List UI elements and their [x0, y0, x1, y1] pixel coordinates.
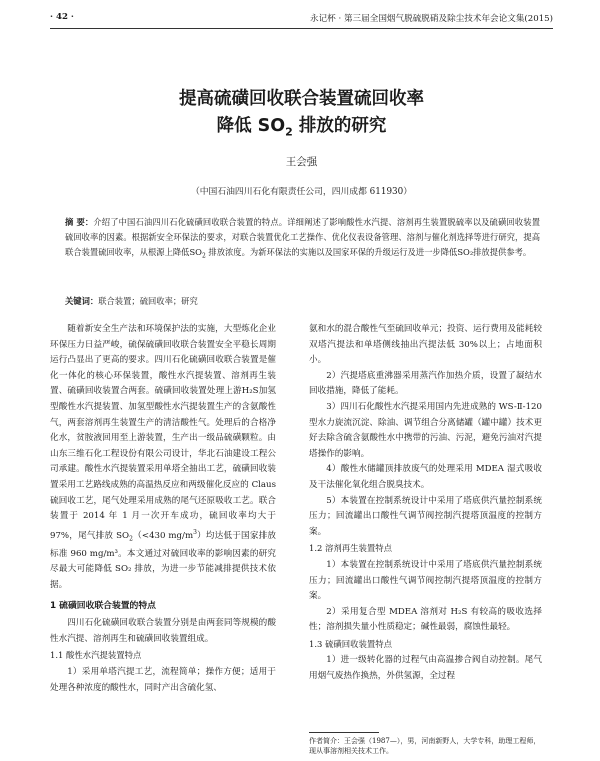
body-paragraph: 3）四川石化酸性水汽提采用国内先进成熟的 WS-Ⅱ-120 型水力旋流沉淀、除油、调节组合分离储罐（罐中罐）技术更好去除含硫含氨酸性水中携带的污油、污泥，避免污油对汽提塔操作的影响。 — [309, 401, 542, 459]
section-heading: 1 硫磺回收联合装置的特点 — [50, 600, 156, 611]
body-paragraph: 1）本装置在控制系统设计中采用了塔底供汽量控制系统压力；回流罐出口酸性气调节阀控制汽提塔顶温度的控制方案。 — [309, 559, 542, 602]
body-paragraph: 2）汽提塔底重沸器采用蒸汽作加热介质，设置了凝结水回收措施，降低了能耗。 — [309, 370, 542, 397]
footnote-divider — [309, 732, 379, 733]
body-paragraph: 2）采用复合型 MDEA 溶剂对 H₂S 有较高的吸收选择性；溶剂损失量小性质稳定；碱性最弱，腐蚀性最轻。 — [309, 606, 542, 633]
author-footnote: 作者简介：王会强（1987—），男，河南新野人，大学专科，助理工程师，现从事溶剂相关技术工作。 — [309, 737, 541, 755]
subsection-heading: 1.1 酸性水汽提装置特点 — [50, 650, 142, 661]
left-column — [50, 322, 276, 696]
keywords-text: 联合装置；硫回收率；研究 — [98, 296, 198, 306]
paper-title — [50, 86, 553, 146]
journal-name: 永记杯 · 第三届全国烟气脱硫脱硝及除尘技术年会论文集(2015) — [309, 14, 553, 24]
body-paragraph: 1）采用单塔汽提工艺，流程简单；操作方便；适用于处理各种浓度的酸性水，同时产出含硫化氢、 — [50, 667, 276, 693]
running-header — [50, 12, 553, 26]
body-paragraph: 5）本装置在控制系统设计中采用了塔底供汽量控制系统压力；回流罐出口酸性气调节阀控制汽提塔顶温度的控制方案。 — [309, 495, 542, 537]
author-affiliation: （中国石油四川石化有限责任公司，四川成都 611930） — [190, 187, 413, 197]
header-divider — [50, 28, 553, 29]
title-line-2: 降低 $SO_2$ 排放的研究 — [216, 116, 387, 139]
body-paragraph: 1）进一级转化器的过程气由高温掺合阀自动控制。尾气用烟气废热作换热，外供氢源，全过程 — [309, 655, 542, 682]
abstract-label: 摘 要： — [65, 217, 94, 227]
keywords-label: 关键词： — [65, 296, 99, 306]
body-paragraph: 随着新安全生产法和环境保护法的实施，大型炼化企业环保压力日益严峻，硫保硫磺回收联合装置安全平稳长周期运行凸显出了更高的要求。四川石化硫磺回收联合装置是催化一体化的核心环保装置，酸性水汽提装置、溶剂再生装置、硫磺回收装置合两套。硫磺回收装置处理上游H₂S加氢型酸性水汽提装置、加氢型酸性水汽提装置生产的含氨酸性气，两套溶剂再生装置生产的清洁酸性气。处理后的合格净化水，贫胺液回用至上游装置，生产出一级品硫磺颗粒。由山东三维石化工程设份有限公司设计，华北石油建设工程公司承建。酸性水汽提装置采用单塔全抽出工艺，硫磺回收装置采用工艺路线成熟的高温热反应和两级催化反应的 Claus 硫回收工艺，尾气处理采用成熟的尾气还原吸收工艺。联合装置于 2014 年 1 月一次开车成功，硫回收率均大于 97%，尾气排放 $SO_2(<430$ $mg/m^3$）均达低于国家排放标准 960 mg/m³。本文通过对硫回收率的影响因素的研究尽最大可能降低 SO₂ 排放，为进一步节能减排提供技术依据。 — [50, 324, 276, 591]
body-paragraph: 氨和水的混合酸性气至硫回收单元；投资、运行费用及能耗较双塔汽提法和单塔侧线抽出汽提法低 30%以上；占地面积小。 — [309, 324, 542, 366]
body-paragraph: 4）酸性水储罐顶排放废气的处理采用 MDEA 湿式吸收及干法催化氧化组合脱臭技术。 — [309, 464, 542, 490]
keywords — [65, 295, 540, 307]
right-column — [309, 322, 542, 685]
subsection-heading: 1.2 溶剂再生装置特点 — [309, 543, 392, 554]
author-name: 王会强 — [285, 156, 318, 168]
page-number: · 42 · — [50, 12, 74, 22]
abstract: 摘 要：介绍了中国石油四川石化硫磺回收联合装置的特点。详细阐述了影响酸性水汽提、溶剂再生装置脱硫率以及硫磺回收装置硫回收率的因素。根据新安全环保法的要求，对联合装置优化工艺操作、优化仪表设备管理、溶剂与催化剂选择等进行研究，提高联合装置硫回收率，从根源上降低$SO_2$ 排放浓度。为新环保法的实施以及国家环保的升级运行及进一步降低SO₂排放提供参考。 — [65, 217, 541, 261]
title-line-1: 提高硫磺回收联合装置硫回收率 — [179, 89, 424, 109]
subsection-heading: 1.3 硫磺回收装置特点 — [309, 638, 392, 649]
body-paragraph: 四川石化硫磺回收联合装置分别是由两套同等规模的酸性水汽提、溶剂再生和硫磺回收装置组成。 — [50, 618, 276, 644]
abstract-text: 介绍了中国石油四川石化硫磺回收联合装置的特点。详细阐述了影响酸性水汽提、溶剂再生装置脱硫率以及硫磺回收装置硫回收率的因素。根据新安全环保法的要求，对联合装置优化工艺操作、优化仪表设备管理、溶剂与催化剂选择等进行研究，提高联合装置硫回收率，从根源上降低SO — [65, 217, 541, 258]
